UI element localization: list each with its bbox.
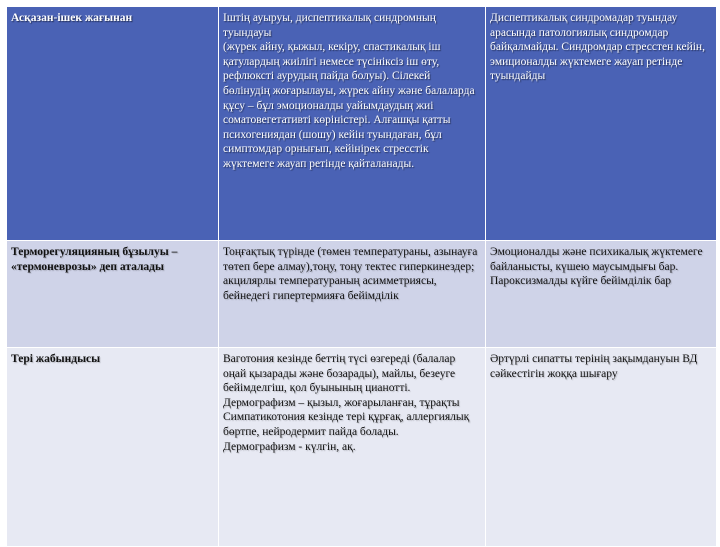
comparison-table-container bbox=[6, 6, 716, 539]
header-cell-differentiation: Диспептикалық синдромадар туындау арасында патологиялық синдромдар байқалмайды. Синдромдар стресстен кейін, эмиционалды жүктемеге жауап ретінде туындайды bbox=[486, 7, 717, 241]
row-2-differentiation: Әртүрлі сипатты терінің зақымдануын ВД сәйкестігін жоққа шығару bbox=[486, 348, 717, 547]
header-cell-category: Асқазан-ішек жағынан bbox=[7, 7, 219, 241]
header-cell-symptoms: Іштің ауыруы, диспептикалық синдромның туындауы (жүрек айну, қыжыл, кекіру, спастикалық іш қатулардың жиілігі немесе түсініксіз іш өту, рефлюксті аурудың пайда болуы). Сілекей бөлінудің жоғарылауы, жүрек айну және балаларда құсу – бұл эмоционалды уайымдаудың жиі соматовегетативті көріністері. Алғашқы қатты психогениядан (шошу) кейін туындаған, бұл симптомдар орнығып, кейінірек стресстік жүктемеге жауап ретінде қайталанады. bbox=[219, 7, 486, 241]
table-row-skin bbox=[7, 348, 717, 547]
row-2-symptoms: Ваготония кезінде беттің түсі өзгереді (балалар оңай қызарады және бозарады), майлы, безеуге бейімделгіш, қол буынының цианотті. Дермографизм – қызыл, жоғарыланған, тұрақты Симпатикотония кезінде тері құрғақ, аллергиялық бөртпе, нейродермит пайда болады. Дермографизм - күлгін, ақ. bbox=[219, 348, 486, 547]
row-2-category: Тері жабындысы bbox=[7, 348, 219, 547]
table-row-thermoregulation bbox=[7, 241, 717, 348]
row-1-category: Терморегуляцияның бұзылуы – «термоневрозы» деп аталады bbox=[7, 241, 219, 348]
table-header-row bbox=[7, 7, 717, 241]
row-1-differentiation: Эмоционалды және психикалық жүктемеге байланысты, күшею маусымдығы бар. Пароксизмалды күйге бейімділік бар bbox=[486, 241, 717, 348]
row-1-symptoms: Тоңғақтық түрінде (төмен температураны, азынауға төтеп бере алмау),тоңу, тоңу тектес гиперкинездер; акцилярлы температураның асимметриясы, бейнедегі гипертермияға бейімділік bbox=[219, 241, 486, 348]
comparison-table bbox=[6, 6, 717, 547]
